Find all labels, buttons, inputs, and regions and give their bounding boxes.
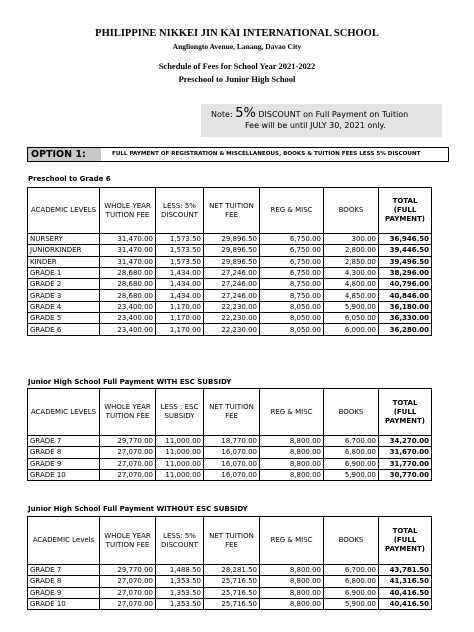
amount-cell: 4,800.00	[324, 279, 379, 290]
total-cell: 30,770.00	[379, 469, 432, 480]
section-title-jhs-with-esc: Junior High School Full Payment WITH ESC SUBSIDY	[28, 378, 232, 386]
level-cell: GRADE 5	[28, 313, 100, 324]
level-cell: GRADE 10	[28, 469, 100, 480]
level-cell: GRADE 9	[28, 587, 100, 598]
level-cell: GRADE 3	[28, 290, 100, 301]
amount-cell: 1,353.50	[156, 587, 204, 598]
amount-cell: 25,716.50	[204, 598, 260, 609]
total-cell: 39,446.50	[379, 245, 432, 256]
amount-cell: 28,680.00	[100, 267, 156, 278]
amount-cell: 27,070.00	[100, 587, 156, 598]
header-net-tuition: NET TUITION FEE	[204, 517, 260, 565]
total-cell: 39,496.50	[379, 256, 432, 267]
amount-cell: 6,750.00	[260, 256, 324, 267]
amount-cell: 8,800.00	[260, 458, 324, 469]
total-cell: 43,781.50	[379, 565, 432, 576]
amount-cell: 11,000.00	[156, 436, 204, 447]
amount-cell: 29,896.50	[204, 245, 260, 256]
amount-cell: 25,716.50	[204, 576, 260, 587]
amount-cell: 8,050.00	[260, 313, 324, 324]
amount-cell: 23,400.00	[100, 313, 156, 324]
amount-cell: 1,434.00	[156, 267, 204, 278]
amount-cell: 27,070.00	[100, 458, 156, 469]
header-books: BOOKS	[324, 517, 379, 565]
header-total: TOTAL (FULL PAYMENT)	[379, 517, 432, 565]
level-cell: GRADE 10	[28, 598, 100, 609]
amount-cell: 6,900.00	[324, 587, 379, 598]
total-cell: 36,180.00	[379, 301, 432, 312]
amount-cell: 6,750.00	[260, 267, 324, 278]
level-cell: GRADE 1	[28, 267, 100, 278]
amount-cell: 6,000.00	[324, 324, 379, 335]
amount-cell: 1,170.00	[156, 313, 204, 324]
amount-cell: 28,680.00	[100, 279, 156, 290]
total-cell: 31,770.00	[379, 458, 432, 469]
option-bar	[27, 147, 449, 162]
amount-cell: 16,070.00	[204, 469, 260, 480]
table-row	[28, 279, 432, 290]
amount-cell: 8,800.00	[260, 565, 324, 576]
amount-cell: 1,573.50	[156, 245, 204, 256]
note-line2: Fee will be until JULY 30, 2021 only.	[245, 121, 386, 130]
level-cell: JUNIORKINDER	[28, 245, 100, 256]
fees-table-jhs-with-esc	[27, 388, 432, 481]
level-cell: GRADE 8	[28, 576, 100, 587]
total-cell: 36,946.50	[379, 234, 432, 245]
table-body	[28, 234, 432, 336]
level-cell: GRADE 9	[28, 458, 100, 469]
amount-cell: 1,170.00	[156, 324, 204, 335]
table-body	[28, 436, 432, 481]
option-text: FULL PAYMENT OF REGISTRATION & MISCELLANEOUS, BOOKS & TUITION FEES LESS 5% DISCOUNT	[112, 151, 421, 157]
amount-cell: 8,800.00	[260, 576, 324, 587]
amount-cell: 27,070.00	[100, 598, 156, 609]
table-row	[28, 245, 432, 256]
total-cell: 41,316.50	[379, 576, 432, 587]
amount-cell: 8,800.00	[260, 587, 324, 598]
level-cell: GRADE 7	[28, 565, 100, 576]
amount-cell: 6,050.00	[324, 313, 379, 324]
header-reg-misc: REG & MISC	[260, 188, 324, 234]
amount-cell: 2,850.00	[324, 256, 379, 267]
levels-subtitle: Preschool to Junior High School	[178, 74, 296, 84]
header-net-tuition: NET TUITION FEE	[204, 188, 260, 234]
amount-cell: 23,400.00	[100, 324, 156, 335]
amount-cell: 29,896.50	[204, 234, 260, 245]
header-academic-levels: ACADEMIC Levels	[28, 517, 100, 565]
amount-cell: 8,750.00	[260, 290, 324, 301]
amount-cell: 31,470.00	[100, 256, 156, 267]
amount-cell: 28,680.00	[100, 290, 156, 301]
amount-cell: 1,434.00	[156, 290, 204, 301]
table-row	[28, 313, 432, 324]
amount-cell: 1,488.50	[156, 565, 204, 576]
table-row	[28, 436, 432, 447]
school-address: Angliongto Avenue, Lanang, Davao City	[172, 42, 302, 51]
amount-cell: 8,050.00	[260, 301, 324, 312]
header-total: TOTAL (FULL PAYMENT)	[379, 389, 432, 436]
amount-cell: 300.00	[324, 234, 379, 245]
amount-cell: 5,900.00	[324, 469, 379, 480]
amount-cell: 8,050.00	[260, 324, 324, 335]
table-row	[28, 256, 432, 267]
amount-cell: 1,434.00	[156, 279, 204, 290]
note-line1: DISCOUNT on Full Payment on Tuition	[255, 110, 409, 119]
amount-cell: 18,770.00	[204, 436, 260, 447]
amount-cell: 29,770.00	[100, 436, 156, 447]
amount-cell: 8,800.00	[260, 469, 324, 480]
header-books: BOOKS	[324, 389, 379, 436]
amount-cell: 4,300.00	[324, 267, 379, 278]
level-cell: GRADE 4	[28, 301, 100, 312]
amount-cell: 2,800.00	[324, 245, 379, 256]
table-row	[28, 598, 432, 609]
total-cell: 40,416.50	[379, 587, 432, 598]
table-row	[28, 301, 432, 312]
amount-cell: 6,700.00	[324, 565, 379, 576]
amount-cell: 4,850.00	[324, 290, 379, 301]
amount-cell: 31,470.00	[100, 245, 156, 256]
amount-cell: 8,800.00	[260, 598, 324, 609]
school-name: PHILIPPINE NIKKEI JIN KAI INTERNATIONAL SCHOOL	[95, 28, 379, 39]
total-cell: 38,296.00	[379, 267, 432, 278]
amount-cell: 31,470.00	[100, 234, 156, 245]
amount-cell: 27,246.00	[204, 267, 260, 278]
table-row	[28, 447, 432, 458]
amount-cell: 29,896.50	[204, 256, 260, 267]
amount-cell: 27,246.00	[204, 279, 260, 290]
total-cell: 40,846.00	[379, 290, 432, 301]
amount-cell: 29,770.00	[100, 565, 156, 576]
header-total: TOTAL (FULL PAYMENT)	[379, 188, 432, 234]
header-reg-misc: REG & MISC	[260, 517, 324, 565]
amount-cell: 6,900.00	[324, 458, 379, 469]
table-row	[28, 565, 432, 576]
amount-cell: 11,000.00	[156, 458, 204, 469]
amount-cell: 11,000.00	[156, 447, 204, 458]
header-academic-levels: ACADEMIC LEVELS	[28, 389, 100, 436]
table-row	[28, 234, 432, 245]
amount-cell: 5,900.00	[324, 301, 379, 312]
note-prefix: Note:	[211, 110, 236, 119]
amount-cell: 16,070.00	[204, 458, 260, 469]
fees-table-preschool	[27, 187, 432, 336]
header-discount: LESS: 5% DISCOUNT	[156, 188, 204, 234]
discount-note	[201, 104, 442, 137]
header-discount: LESS: 5% DISCOUNT	[156, 517, 204, 565]
option-label: OPTION 1:	[28, 148, 101, 161]
total-cell: 31,670.00	[379, 447, 432, 458]
table-row	[28, 290, 432, 301]
amount-cell: 1,353.50	[156, 576, 204, 587]
amount-cell: 8,800.00	[260, 436, 324, 447]
amount-cell: 22,230.00	[204, 301, 260, 312]
table-row	[28, 576, 432, 587]
table-row	[28, 587, 432, 598]
header-tuition-fee: WHOLE YEAR TUITION FEE	[100, 188, 156, 234]
amount-cell: 22,230.00	[204, 313, 260, 324]
amount-cell: 1,573.50	[156, 256, 204, 267]
amount-cell: 27,070.00	[100, 447, 156, 458]
table-row	[28, 469, 432, 480]
total-cell: 36,280.00	[379, 324, 432, 335]
header-net-tuition: NET TUITION FEE	[204, 389, 260, 436]
level-cell: GRADE 8	[28, 447, 100, 458]
amount-cell: 8,750.00	[260, 279, 324, 290]
amount-cell: 23,400.00	[100, 301, 156, 312]
level-cell: GRADE 7	[28, 436, 100, 447]
total-cell: 40,416.50	[379, 598, 432, 609]
amount-cell: 6,750.00	[260, 234, 324, 245]
level-cell: NURSERY	[28, 234, 100, 245]
amount-cell: 1,573.50	[156, 234, 204, 245]
amount-cell: 11,000.00	[156, 469, 204, 480]
amount-cell: 6,700.00	[324, 436, 379, 447]
amount-cell: 27,246.00	[204, 290, 260, 301]
section-title-jhs-without-esc: Junior High School Full Payment WITHOUT ESC SUBSIDY	[28, 505, 248, 513]
total-cell: 34,270.00	[379, 436, 432, 447]
header-books: BOOKS	[324, 188, 379, 234]
amount-cell: 1,170.00	[156, 301, 204, 312]
header-esc-subsidy: LESS : ESC SUBSIDY	[156, 389, 204, 436]
amount-cell: 6,750.00	[260, 245, 324, 256]
amount-cell: 6,800.00	[324, 576, 379, 587]
level-cell: GRADE 2	[28, 279, 100, 290]
table-body	[28, 565, 432, 610]
amount-cell: 6,800.00	[324, 447, 379, 458]
amount-cell: 1,353.50	[156, 598, 204, 609]
header-tuition-fee: WHOLE YEAR TUITION FEE	[100, 517, 156, 565]
amount-cell: 28,281.50	[204, 565, 260, 576]
header-academic-levels: ACADEMIC LEVELS	[28, 188, 100, 234]
total-cell: 36,330.00	[379, 313, 432, 324]
amount-cell: 5,900.00	[324, 598, 379, 609]
amount-cell: 25,716.50	[204, 587, 260, 598]
total-cell: 40,796.00	[379, 279, 432, 290]
schedule-title: Schedule of Fees for School Year 2021-2022	[158, 61, 316, 71]
level-cell: GRADE 6	[28, 324, 100, 335]
level-cell: KINDER	[28, 256, 100, 267]
table-row	[28, 458, 432, 469]
amount-cell: 27,070.00	[100, 469, 156, 480]
amount-cell: 22,230.00	[204, 324, 260, 335]
amount-cell: 27,070.00	[100, 576, 156, 587]
table-row	[28, 267, 432, 278]
header-tuition-fee: WHOLE YEAR TUITION FEE	[100, 389, 156, 436]
amount-cell: 8,800.00	[260, 447, 324, 458]
header-reg-misc: REG & MISC	[260, 389, 324, 436]
table-row	[28, 324, 432, 335]
fees-table-jhs-without-esc	[27, 516, 432, 610]
amount-cell: 16,070.00	[204, 447, 260, 458]
section-title-preschool: Preschool to Grade 6	[28, 175, 111, 183]
note-percent: 5%	[235, 106, 256, 121]
